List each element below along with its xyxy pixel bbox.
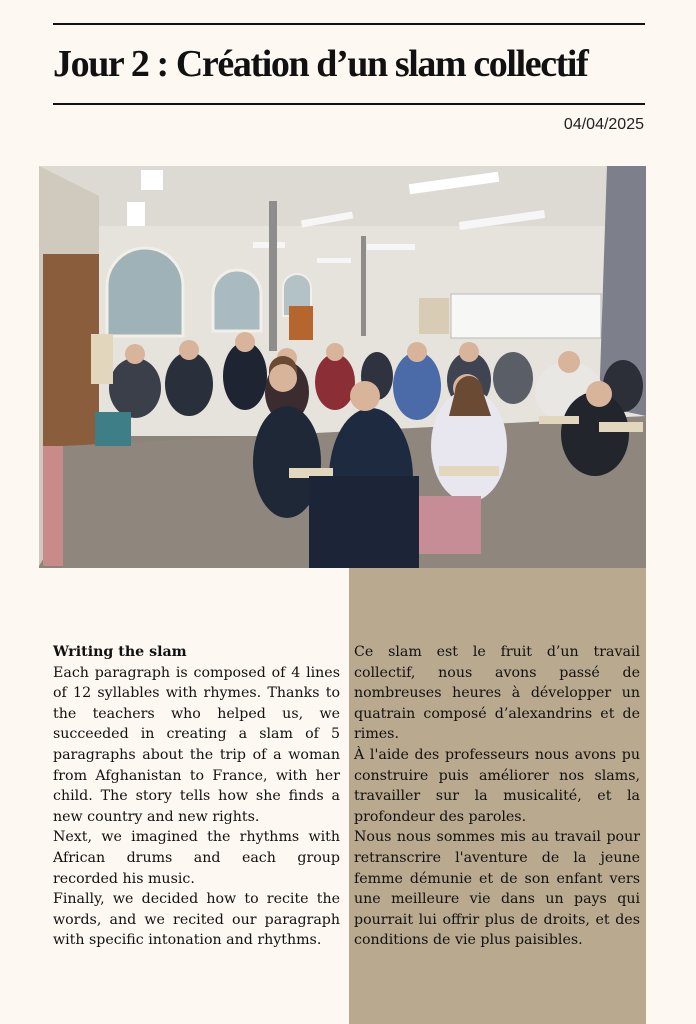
- article-date: 04/04/2025: [563, 116, 644, 133]
- top-divider: [53, 23, 645, 25]
- paragraph-fr-1: Ce slam est le fruit d’un travail collectif, nous avons passé de nombreuses heures à développer un quatrain composé d’alexandrins et de rimes.: [354, 644, 640, 743]
- paragraph-en-1: Each paragraph is composed of 4 lines of 12 syllables with rhymes. Thanks to the teachers who helped us, we succeeded in creating a slam of 5 paragraphs about the trip of a woman from Afghanistan to France, with her child. The story tells how she finds a new country and new rights.: [53, 664, 340, 825]
- title-divider: [53, 103, 645, 105]
- paragraph-fr-3: Nous nous sommes mis au travail pour retranscrire l'aventure de la jeune femme démunie et de son enfant vers une meilleure vie dans un pays qui pourrait lui offrir plus de droits, et des conditions de vie plus paisibles.: [354, 829, 640, 949]
- paragraph-en-2: Next, we imagined the rhythms with African drums and each group recorded his music.: [53, 829, 340, 887]
- paragraph-en-3: Finally, we decided how to recite the words, and we recited our paragraph with specific intonation and rhythms.: [53, 891, 340, 949]
- french-text-column: [354, 642, 640, 951]
- paragraph-fr-2: À l'aide des professeurs nous avons pu construire puis améliorer nos slams, travailler sur la musicalité, et la profondeur des paroles.: [354, 746, 640, 825]
- page-title: Jour 2 : Création d’un slam collectif: [53, 43, 588, 85]
- section-heading: Writing the slam: [53, 644, 187, 660]
- english-text-column: [53, 642, 340, 951]
- classroom-photo: [39, 166, 646, 568]
